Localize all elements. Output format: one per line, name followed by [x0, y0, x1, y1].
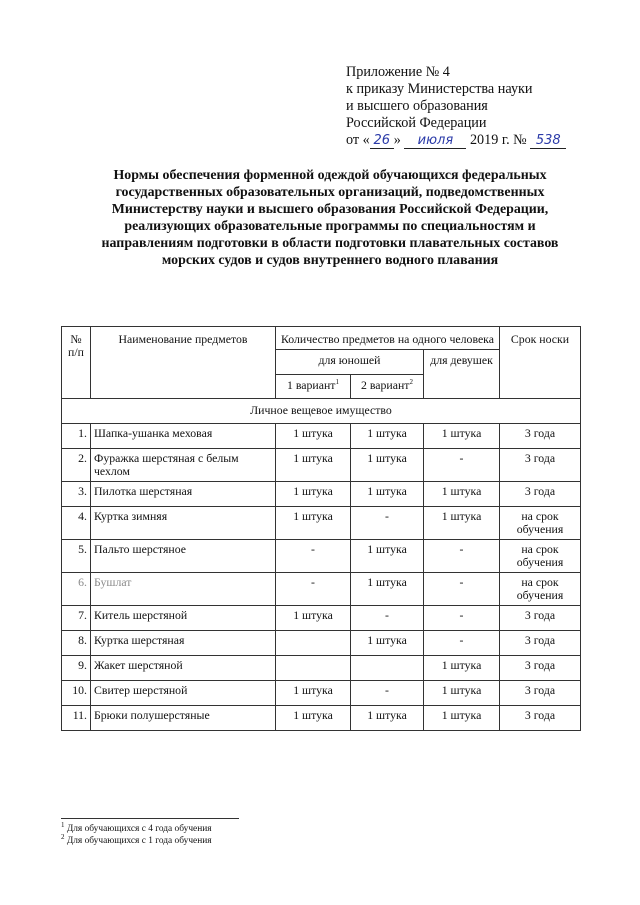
row-variant-1: 1 штука [276, 606, 351, 631]
table-row [62, 656, 581, 681]
table-row [62, 507, 581, 540]
row-variant-1: 1 штука [276, 449, 351, 482]
appendix-line-1: Приложение № 4 [346, 64, 450, 80]
table-row [62, 482, 581, 507]
row-num: 8. [62, 631, 91, 656]
row-variant-1: - [276, 540, 351, 573]
document-title: Нормы обеспечения форменной одеждой обучающихся федеральных государственных образовательных организаций, подведомственных Министерству науки и высшего образования Российской Федерации, реализующих образовательные программы по специальностям и направлениям подготовки в области подготовки плавательных составов морских судов и судов внутреннего водного плавания [101, 168, 559, 268]
row-num: 10. [62, 681, 91, 706]
date-day: 26 [370, 134, 394, 149]
date-year: 2019 г. № [469, 132, 527, 148]
row-num: 6. [62, 573, 91, 606]
row-num: 2. [62, 449, 91, 482]
header-boys: для юношей [276, 350, 424, 375]
table-row [62, 606, 581, 631]
row-variant-1: 1 штука [276, 681, 351, 706]
footnote-divider [61, 818, 239, 819]
row-variant-1 [276, 631, 351, 656]
appendix-block [346, 64, 606, 149]
table-row [62, 631, 581, 656]
row-term: 3 года [500, 681, 581, 706]
row-girls: 1 штука [424, 681, 500, 706]
header-qty: Количество предметов на одного человека [276, 327, 500, 350]
row-variant-1: 1 штука [276, 706, 351, 731]
header-num: № п/п [62, 327, 91, 399]
row-num: 7. [62, 606, 91, 631]
row-variant-1: 1 штука [276, 424, 351, 449]
appendix-line-3: и высшего образования [346, 98, 488, 114]
row-num: 9. [62, 656, 91, 681]
order-number: 538 [530, 134, 566, 149]
row-girls: - [424, 631, 500, 656]
table-row [62, 540, 581, 573]
row-girls: 1 штука [424, 482, 500, 507]
row-variant-2: - [351, 606, 424, 631]
row-variant-2: - [351, 681, 424, 706]
row-name: Пальто шерстяное [91, 540, 276, 573]
row-variant-1: - [276, 573, 351, 606]
row-term: на срок обучения [500, 507, 581, 540]
row-term: 3 года [500, 706, 581, 731]
table-row [62, 706, 581, 731]
row-variant-2: 1 штука [351, 706, 424, 731]
row-girls: - [424, 540, 500, 573]
date-mid: » [393, 132, 401, 148]
date-month: июля [404, 134, 466, 149]
row-num: 11. [62, 706, 91, 731]
row-name: Бушлат [91, 573, 276, 606]
appendix-line-2: к приказу Министерства науки [346, 81, 533, 97]
row-girls: - [424, 449, 500, 482]
footnote-2-text: Для обучающихся с 1 года обучения [66, 836, 212, 846]
row-variant-2: - [351, 507, 424, 540]
row-name: Фуражка шерстяная с белым чехлом [91, 449, 276, 482]
row-name: Китель шерстяной [91, 606, 276, 631]
row-girls: 1 штука [424, 706, 500, 731]
footnote-1 [61, 820, 212, 835]
row-num: 3. [62, 482, 91, 507]
row-variant-1 [276, 656, 351, 681]
var1-label: 1 вариант [287, 378, 336, 392]
row-term: 3 года [500, 631, 581, 656]
table-row [62, 681, 581, 706]
row-variant-1: 1 штука [276, 507, 351, 540]
var2-label: 2 вариант [361, 378, 410, 392]
header-var2 [351, 375, 424, 399]
row-num: 5. [62, 540, 91, 573]
row-term: 3 года [500, 482, 581, 507]
norms-table [61, 326, 581, 731]
row-variant-1: 1 штука [276, 482, 351, 507]
row-num: 1. [62, 424, 91, 449]
section-row [62, 399, 581, 424]
row-variant-2: 1 штука [351, 482, 424, 507]
table-row [62, 424, 581, 449]
footnote-2-mark: 2 [61, 832, 65, 841]
appendix-date-line [346, 132, 606, 149]
appendix-line-4: Российской Федерации [346, 115, 487, 131]
row-girls: - [424, 573, 500, 606]
footnotes [61, 820, 212, 847]
row-term: 3 года [500, 656, 581, 681]
row-name: Куртка зимняя [91, 507, 276, 540]
row-name: Жакет шерстяной [91, 656, 276, 681]
table-row [62, 449, 581, 482]
var1-footnote-mark: 1 [335, 378, 339, 387]
footnote-2 [61, 832, 212, 847]
row-variant-2 [351, 656, 424, 681]
row-num: 4. [62, 507, 91, 540]
header-row-1 [62, 327, 581, 350]
footnote-1-mark: 1 [61, 820, 65, 829]
header-term: Срок носки [500, 327, 581, 399]
header-girls: для девушек [424, 350, 500, 399]
row-variant-2: 1 штука [351, 631, 424, 656]
row-variant-2: 1 штука [351, 424, 424, 449]
row-girls: 1 штука [424, 424, 500, 449]
table-row [62, 573, 581, 606]
row-term: 3 года [500, 606, 581, 631]
row-term: 3 года [500, 449, 581, 482]
footnote-1-text: Для обучающихся с 4 года обучения [66, 824, 212, 834]
row-name: Шапка-ушанка меховая [91, 424, 276, 449]
row-variant-2: 1 штука [351, 449, 424, 482]
row-name: Брюки полушерстяные [91, 706, 276, 731]
header-var1 [276, 375, 351, 399]
row-term: на срок обучения [500, 540, 581, 573]
row-name: Пилотка шерстяная [91, 482, 276, 507]
row-term: на срок обучения [500, 573, 581, 606]
row-name: Свитер шерстяной [91, 681, 276, 706]
row-variant-2: 1 штука [351, 573, 424, 606]
date-prefix: от « [346, 132, 370, 148]
header-name: Наименование предметов [91, 327, 276, 399]
row-girls: 1 штука [424, 507, 500, 540]
var2-footnote-mark: 2 [409, 378, 413, 387]
row-girls: - [424, 606, 500, 631]
row-variant-2: 1 штука [351, 540, 424, 573]
row-term: 3 года [500, 424, 581, 449]
section-title: Личное вещевое имущество [62, 399, 581, 424]
row-girls: 1 штука [424, 656, 500, 681]
row-name: Куртка шерстяная [91, 631, 276, 656]
